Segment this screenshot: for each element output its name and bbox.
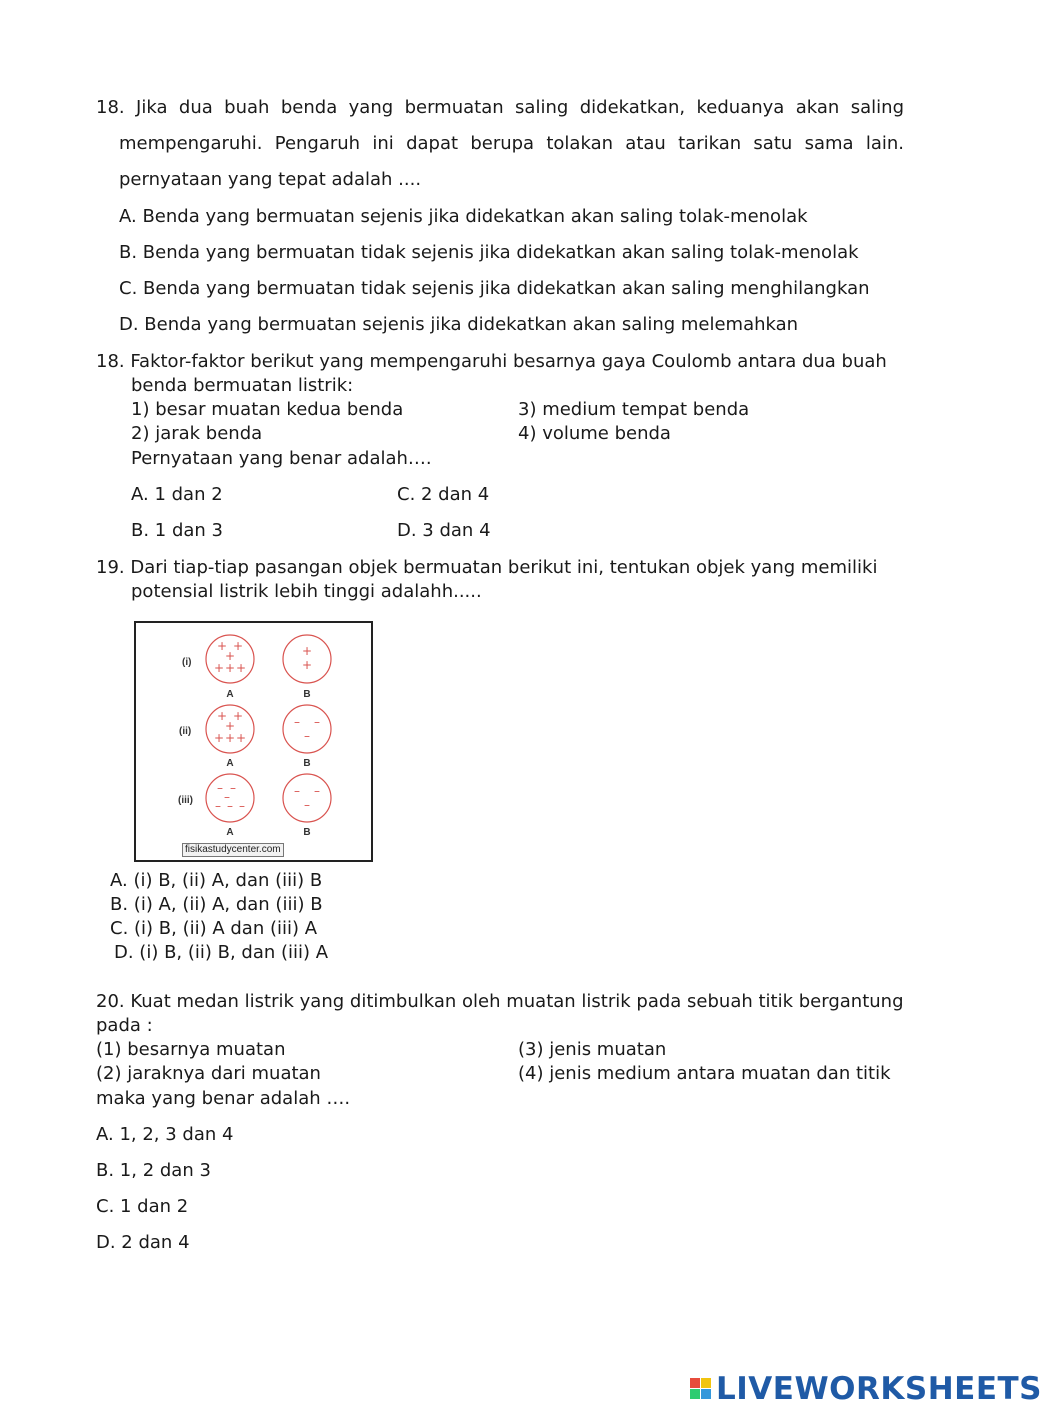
q18a-line-2: mempengaruhi. Pengaruh ini dapat berupa tolakan atau tarikan satu sama lain.	[119, 133, 904, 154]
q19-option-c[interactable]: C. (i) B, (ii) A dan (iii) A	[110, 918, 318, 939]
q18b-item-4: 4) volume benda	[518, 423, 671, 444]
q20-item-4: (4) jenis medium antara muatan dan titik	[518, 1063, 891, 1084]
label-iii-b: B	[303, 827, 311, 838]
svg-text:–: –	[304, 729, 310, 743]
svg-text:+: +	[224, 719, 236, 733]
svg-text:+: +	[224, 661, 236, 675]
q18b-option-b[interactable]: B. 1 dan 3	[131, 520, 224, 541]
q20-line-2: pada :	[96, 1015, 153, 1036]
label-i-a: A	[226, 689, 234, 700]
image-source-label: fisikastudycenter.com	[182, 843, 284, 857]
q18b-prompt: Pernyataan yang benar adalah….	[131, 448, 432, 469]
logo-text: LIVEWORKSHEETS	[716, 1371, 1042, 1407]
svg-text:+: +	[301, 658, 313, 672]
svg-text:–: –	[215, 799, 221, 813]
svg-text:+: +	[213, 731, 225, 745]
svg-text:–: –	[314, 715, 320, 729]
q20-item-2: (2) jaraknya dari muatan	[96, 1063, 321, 1084]
charges-ii-a	[214, 709, 246, 745]
svg-text:–: –	[294, 784, 300, 798]
svg-text:–: –	[294, 715, 300, 729]
q20-prompt: maka yang benar adalah ….	[96, 1088, 351, 1109]
charges-iii-a	[215, 781, 245, 813]
q18b-option-a[interactable]: A. 1 dan 2	[131, 484, 223, 505]
q18b-item-1: 1) besar muatan kedua benda	[131, 399, 404, 420]
q20-item-1: (1) besarnya muatan	[96, 1039, 286, 1060]
q18b-option-d[interactable]: D. 3 dan 4	[397, 520, 491, 541]
q20-item-3: (3) jenis muatan	[518, 1039, 667, 1060]
svg-text:+: +	[235, 661, 247, 675]
q19-option-d[interactable]: D. (i) B, (ii) B, dan (iii) A	[114, 942, 329, 963]
q18a-option-d[interactable]: D. Benda yang bermuatan sejenis jika didekatkan akan saling melemahkan	[119, 314, 799, 335]
q18a-line-1: 18. Jika dua buah benda yang bermuatan saling didekatkan, keduanya akan saling	[96, 97, 904, 118]
charge-diagram-svg	[136, 623, 371, 860]
label-ii-a: A	[226, 758, 234, 769]
row-label-iii: (iii)	[178, 795, 193, 806]
svg-text:+: +	[216, 639, 228, 653]
charges-i-a	[214, 639, 246, 675]
q18b-item-3: 3) medium tempat benda	[518, 399, 750, 420]
q18b-item-2: 2) jarak benda	[131, 423, 263, 444]
q18a-line-3: pernyataan yang tepat adalah ....	[119, 169, 422, 190]
svg-text:–: –	[239, 799, 245, 813]
svg-text:+: +	[301, 644, 313, 658]
row-label-ii: (ii)	[179, 726, 192, 737]
charge-diagram	[134, 621, 373, 862]
charges-i-b	[302, 644, 312, 672]
q20-option-a[interactable]: A. 1, 2, 3 dan 4	[96, 1124, 234, 1145]
label-iii-a: A	[226, 827, 234, 838]
label-ii-b: B	[303, 758, 311, 769]
svg-text:–: –	[314, 784, 320, 798]
q20-option-c[interactable]: C. 1 dan 2	[96, 1196, 189, 1217]
svg-text:+: +	[213, 661, 225, 675]
label-i-b: B	[303, 689, 311, 700]
svg-text:+: +	[235, 731, 247, 745]
q20-line-1: 20. Kuat medan listrik yang ditimbulkan oleh muatan listrik pada sebuah titik bergantung	[96, 991, 904, 1012]
svg-text:+: +	[224, 649, 236, 663]
svg-text:+: +	[224, 731, 236, 745]
svg-text:–: –	[227, 799, 233, 813]
svg-text:–: –	[230, 781, 236, 795]
row-label-i: (i)	[182, 657, 192, 668]
q18a-option-a[interactable]: A. Benda yang bermuatan sejenis jika didekatkan akan saling tolak-menolak	[119, 206, 808, 227]
svg-text:–: –	[304, 798, 310, 812]
q18a-option-c[interactable]: C. Benda yang bermuatan tidak sejenis jika didekatkan akan saling menghilangkan	[119, 278, 870, 299]
charges-ii-b	[294, 715, 320, 743]
svg-text:–: –	[224, 790, 230, 804]
q19-option-a[interactable]: A. (i) B, (ii) A, dan (iii) B	[110, 870, 323, 891]
q18a-option-b[interactable]: B. Benda yang bermuatan tidak sejenis jika didekatkan akan saling tolak-menolak	[119, 242, 859, 263]
svg-text:+: +	[232, 709, 244, 723]
q19-line-1: 19. Dari tiap-tiap pasangan objek bermuatan berikut ini, tentukan objek yang memiliki	[96, 557, 878, 578]
q19-line-2: potensial listrik lebih tinggi adalahh.....	[131, 581, 482, 602]
svg-text:+: +	[216, 709, 228, 723]
q18b-line-2: benda bermuatan listrik:	[131, 375, 354, 396]
svg-text:+: +	[232, 639, 244, 653]
q19-option-b[interactable]: B. (i) A, (ii) A, dan (iii) B	[110, 894, 323, 915]
q18b-option-c[interactable]: C. 2 dan 4	[397, 484, 490, 505]
q20-option-d[interactable]: D. 2 dan 4	[96, 1232, 190, 1253]
q20-option-b[interactable]: B. 1, 2 dan 3	[96, 1160, 211, 1181]
charges-iii-b	[294, 784, 320, 812]
svg-text:–: –	[217, 781, 223, 795]
q18b-line-1: 18. Faktor-faktor berikut yang mempengaruhi besarnya gaya Coulomb antara dua buah	[96, 351, 887, 372]
